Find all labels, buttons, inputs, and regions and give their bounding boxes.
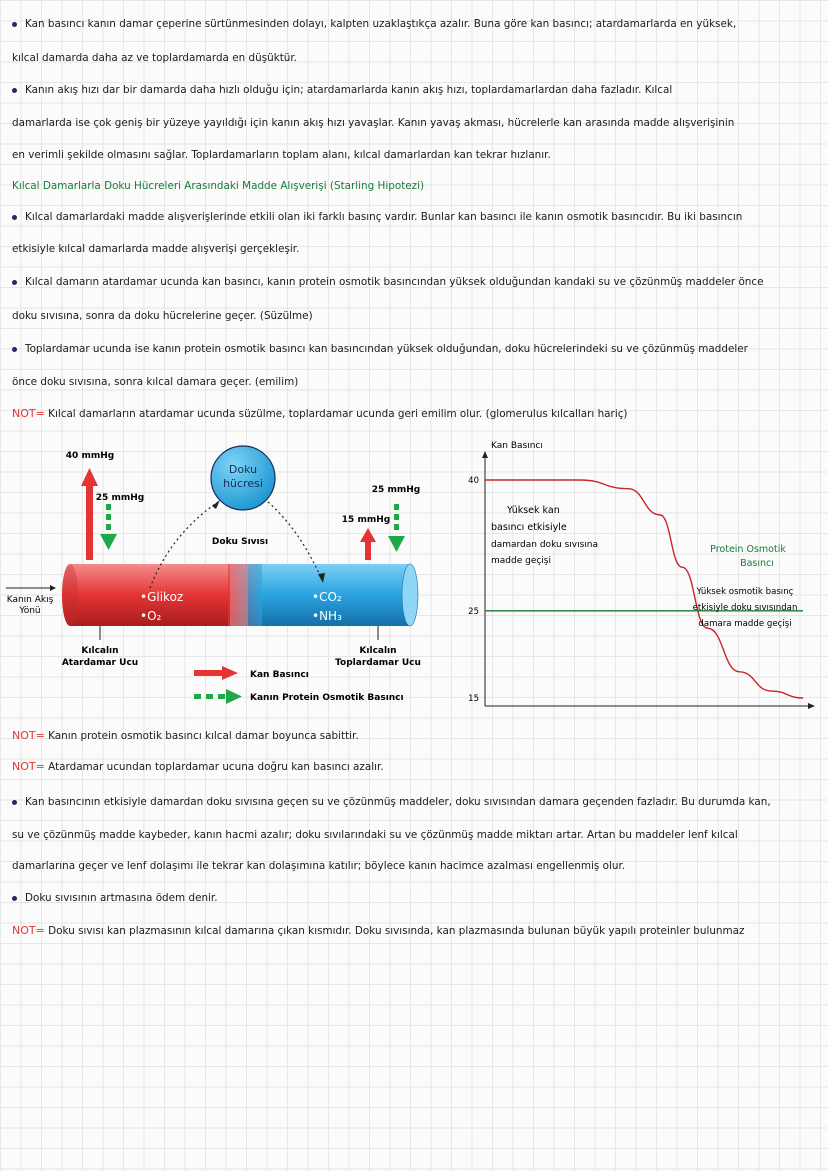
paragraph-line: damarlarına geçer ve lenf dolaşımı ile tekrar kan dolaşımına katılır; böylece kanın hacimce azalması engellenmiş olur. — [12, 860, 626, 872]
annot-green-2: Basıncı — [740, 558, 774, 569]
note-label: NOT= — [12, 924, 45, 937]
chart-ticks — [468, 476, 479, 704]
right-red-arrowhead — [360, 528, 376, 542]
flow-arrowhead — [50, 585, 56, 591]
bullet-icon — [12, 896, 17, 901]
left-blood-pressure: 40 mmHg — [65, 451, 115, 461]
y-tick-label: 15 — [468, 694, 479, 704]
annot-right-3: damara madde geçişi — [698, 619, 792, 629]
right-end-label-2: Toplardamar Ucu — [335, 658, 421, 668]
note-text: Kılcal damarların atardamar ucunda süzülme, toplardamar ucunda geri emilim olur. (glomerulus kılcalları hariç) — [48, 408, 628, 420]
note-line — [12, 407, 627, 420]
paragraph-line — [12, 211, 742, 223]
text: Kan basıncının etkisiyle damardan doku sıvısına geçen su ve çözünmüş maddeler, doku sıvısından damara geçenden fazladır. Bu durumda kan, — [25, 796, 771, 808]
flow-label-2: Yönü — [19, 606, 41, 616]
left-green-arrow — [100, 504, 117, 550]
annot-right-1: Yüksek osmotik basınç — [696, 587, 794, 597]
right-red-arrow-shaft — [365, 540, 371, 560]
note-line — [12, 760, 384, 773]
glucose-text: Glikoz — [147, 590, 184, 604]
co2-label: •CO₂ — [312, 590, 342, 604]
nh3-label: •NH₃ — [312, 609, 342, 623]
annot-right-2: etkisiyle doku sıvısından — [692, 603, 798, 613]
y-tick-label: 40 — [468, 476, 479, 486]
cell-label-1: Doku — [228, 463, 258, 476]
bullet-icon — [12, 347, 17, 352]
legend-osmotic-pressure — [194, 689, 404, 704]
paragraph-line: kılcal damarda daha az ve toplardamarda en düşüktür. — [12, 52, 297, 64]
paragraph-line — [12, 18, 736, 30]
co2-text: CO₂ — [319, 590, 342, 604]
paragraph-line — [12, 343, 748, 355]
right-blood-pressure: 15 mmHg — [341, 515, 391, 525]
oxygen-label: •O₂ — [140, 609, 162, 623]
legend-blood-pressure — [194, 666, 309, 680]
right-end-label-1: Kılcalın — [359, 646, 397, 656]
tissue-fluid-label: Doku Sıvısı — [211, 537, 269, 547]
capillary-diagram — [0, 440, 440, 715]
chart-axes — [482, 451, 815, 709]
left-end-label-2: Atardamar Ucu — [61, 658, 139, 668]
legend-osmotic-label: Kanın Protein Osmotik Basıncı — [250, 693, 404, 703]
note-line — [12, 729, 359, 742]
left-end-label-1: Kılcalın — [81, 646, 119, 656]
bullet-icon — [12, 22, 17, 27]
legend-blood-pressure-label: Kan Basıncı — [250, 670, 309, 680]
annot-left-4: madde geçişi — [491, 556, 551, 566]
paragraph-line: damarlarda ise çok geniş bir yüzeye yayıldığı için kanın akış hızı yavaşlar. Kanın yavaş akması, hücrelerle kan arasında madde alışverişinin — [12, 117, 735, 129]
note-text: Doku sıvısı kan plazmasının kılcal damarına çıkan kısmıdır. Doku sıvısında, kan plazmasında bulunan büyük yapılı proteinler bulunmaz — [48, 925, 745, 937]
annot-green-1: Protein Osmotik — [710, 544, 786, 555]
annot-left-1: Yüksek kan — [507, 505, 560, 516]
paragraph-line: su ve çözünmüş madde kaybeder, kanın hacmi azalır; doku sıvılarındaki su ve çözünmüş madde miktarı artar. Artan bu maddeler lenf kılcal — [12, 829, 738, 841]
left-red-arrow-shaft — [86, 484, 93, 560]
diffusion-arrowhead-in — [212, 500, 220, 509]
annot-left-3: damardan doku sıvısına — [491, 540, 598, 550]
paragraph-line: etkisiyle kılcal damarlarda madde alışverişi gerçekleşir. — [12, 243, 300, 255]
oxygen-text: O₂ — [147, 609, 162, 623]
bullet-icon — [12, 215, 17, 220]
text: Kılcal damarlardaki madde alışverişlerinde etkili olan iki farklı basınç vardır. Bunlar kan basıncı ile kanın osmotik basıncıdır. Bu iki basıncın — [25, 211, 743, 223]
capillary-vessel — [62, 564, 418, 626]
flow-label-1: Kanın Akış — [6, 595, 54, 605]
bullet-icon — [12, 88, 17, 93]
paragraph-line: doku sıvısına, sonra da doku hücrelerine geçer. (Süzülme) — [12, 310, 313, 322]
glucose-label: •Glikoz — [140, 590, 184, 604]
text: Doku sıvısının artmasına ödem denir. — [25, 892, 218, 904]
note-label: NOT= — [12, 760, 45, 773]
text: Kanın akış hızı dar bir damarda daha hızlı olduğu için; atardamarlarda kanın akış hızı, toplardamarlardan daha fazladır. Kılcal — [25, 84, 673, 96]
note-line — [12, 924, 744, 937]
paragraph-line: en verimli şekilde olmasını sağlar. Toplardamarların toplam alanı, kılcal damarlardan kan tekrar hızlanır. — [12, 149, 551, 161]
x-axis-arrowhead — [808, 703, 815, 709]
note-label: NOT= — [12, 407, 45, 420]
chart-ylabel: Kan Basıncı — [491, 441, 543, 451]
annot-left-2: basıncı etkisiyle — [491, 522, 567, 533]
pressure-chart — [455, 436, 820, 721]
paragraph-line — [12, 892, 218, 904]
left-red-arrowhead — [81, 468, 98, 486]
right-osmotic-pressure: 25 mmHg — [371, 485, 421, 495]
text: Toplardamar ucunda ise kanın protein osmotik basıncı kan basıncından yüksek olduğundan, doku hücrelerindeki su ve çözünmüş maddeler — [25, 343, 748, 355]
paragraph-line — [12, 276, 764, 288]
cell-label-2: hücresi — [223, 477, 263, 490]
paragraph-line — [12, 84, 672, 96]
note-text: Kanın protein osmotik basıncı kılcal damar boyunca sabittir. — [48, 730, 359, 742]
y-tick-label: 25 — [468, 606, 479, 617]
section-heading: Kılcal Damarlarla Doku Hücreleri Arasındaki Madde Alışverişi (Starling Hipotezi) — [12, 180, 425, 192]
bullet-icon — [12, 800, 17, 805]
text: Kılcal damarın atardamar ucunda kan basıncı, kanın protein osmotik basıncından yüksek olduğundan kandaki su ve çözünmüş maddeler önce — [25, 276, 764, 288]
right-green-arrow — [388, 504, 405, 552]
nh3-text: NH₃ — [319, 609, 342, 623]
y-axis-arrowhead — [482, 451, 488, 458]
left-osmotic-pressure: 25 mmHg — [95, 493, 145, 503]
paragraph-line — [12, 796, 771, 808]
paragraph-line: önce doku sıvısına, sonra kılcal damara geçer. (emilim) — [12, 376, 299, 388]
note-text: Atardamar ucundan toplardamar ucuna doğru kan basıncı azalır. — [48, 761, 384, 773]
text: Kan basıncı kanın damar çeperine sürtünmesinden dolayı, kalpten uzaklaştıkça azalır. Buna göre kan basıncı; atardamarlarda en yüksek, — [25, 18, 737, 30]
note-label: NOT= — [12, 729, 45, 742]
bullet-icon — [12, 280, 17, 285]
